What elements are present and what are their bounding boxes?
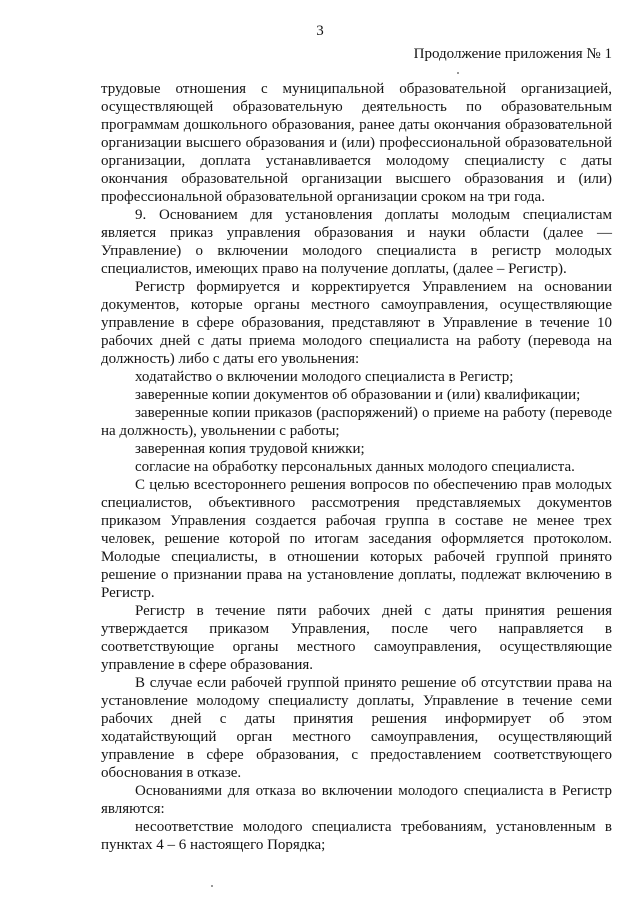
scan-speck bbox=[211, 885, 213, 887]
paragraph: трудовые отношения с муниципальной образовательной организацией, осуществляющей образовательную деятельность по образовательным программам дошкольного образования, ранее даты окончания образовательной организации высшего образования и (или) профессиональной образовательной организации, доплата устанавливается молодому специалисту с даты окончания образовательной организации высшего образования и (или) профессиональной образовательной организации сроком на три года. bbox=[101, 81, 612, 205]
paragraph: С целью всестороннего решения вопросов по обеспечению прав молодых специалистов, объективного рассмотрения представляемых документов приказом Управления создается рабочая группа в составе не менее трех человек, решение которой по итогам заседания оформляется протоколом. Молодые специалисты, в отношении которых рабочей группой принято решение о признании права на установление доплаты, подлежат включению в Регистр. bbox=[101, 477, 612, 601]
paragraph: В случае если рабочей группой принято решение об отсутствии права на установление молодому специалисту доплаты, Управление в течение семи рабочих дней с даты принятия решения информирует об этом ходатайствующий орган местного самоуправления, осуществляющий управление в сфере образования, с предоставлением соответствующего обоснования в отказе. bbox=[101, 675, 612, 781]
paragraph: заверенные копии приказов (распоряжений) о приеме на работу (переводе на должность), увольнении с работы; bbox=[101, 405, 612, 439]
paragraph: Основаниями для отказа во включении молодого специалиста в Регистр являются: bbox=[101, 783, 612, 817]
page-number: 3 bbox=[316, 23, 324, 39]
paragraph: ходатайство о включении молодого специалиста в Регистр; bbox=[135, 369, 514, 385]
paragraph: заверенные копии документов об образовании и (или) квалификации; bbox=[135, 387, 581, 403]
paragraph: согласие на обработку персональных данных молодого специалиста. bbox=[135, 459, 575, 475]
paragraph: Регистр формируется и корректируется Управлением на основании документов, которые органы местного самоуправления, осуществляющие управление в сфере образования, представляют в Управление в течение 10 рабочих дней с даты приема молодого специалиста на работу (перевода на должность) либо с даты его увольнения: bbox=[101, 279, 612, 367]
paragraph: 9. Основанием для установления доплаты молодым специалистам является приказ управления образования и науки области (далее — Управление) о включении молодого специалиста в регистр молодых специалистов, имеющих право на получение доплаты, (далее – Регистр). bbox=[101, 207, 612, 277]
scan-speck bbox=[457, 72, 459, 74]
appendix-continuation-note: Продолжение приложения № 1 bbox=[413, 46, 612, 62]
paragraph: Регистр в течение пяти рабочих дней с даты принятия решения утверждается приказом Управления, после чего направляется в соответствующие органы местного самоуправления, осуществляющие управление в сфере образования. bbox=[101, 603, 612, 673]
document-body bbox=[101, 80, 612, 854]
paragraph: заверенная копия трудовой книжки; bbox=[135, 441, 365, 457]
paragraph: несоответствие молодого специалиста требованиям, установленным в пунктах 4 – 6 настоящего Порядка; bbox=[101, 819, 612, 853]
